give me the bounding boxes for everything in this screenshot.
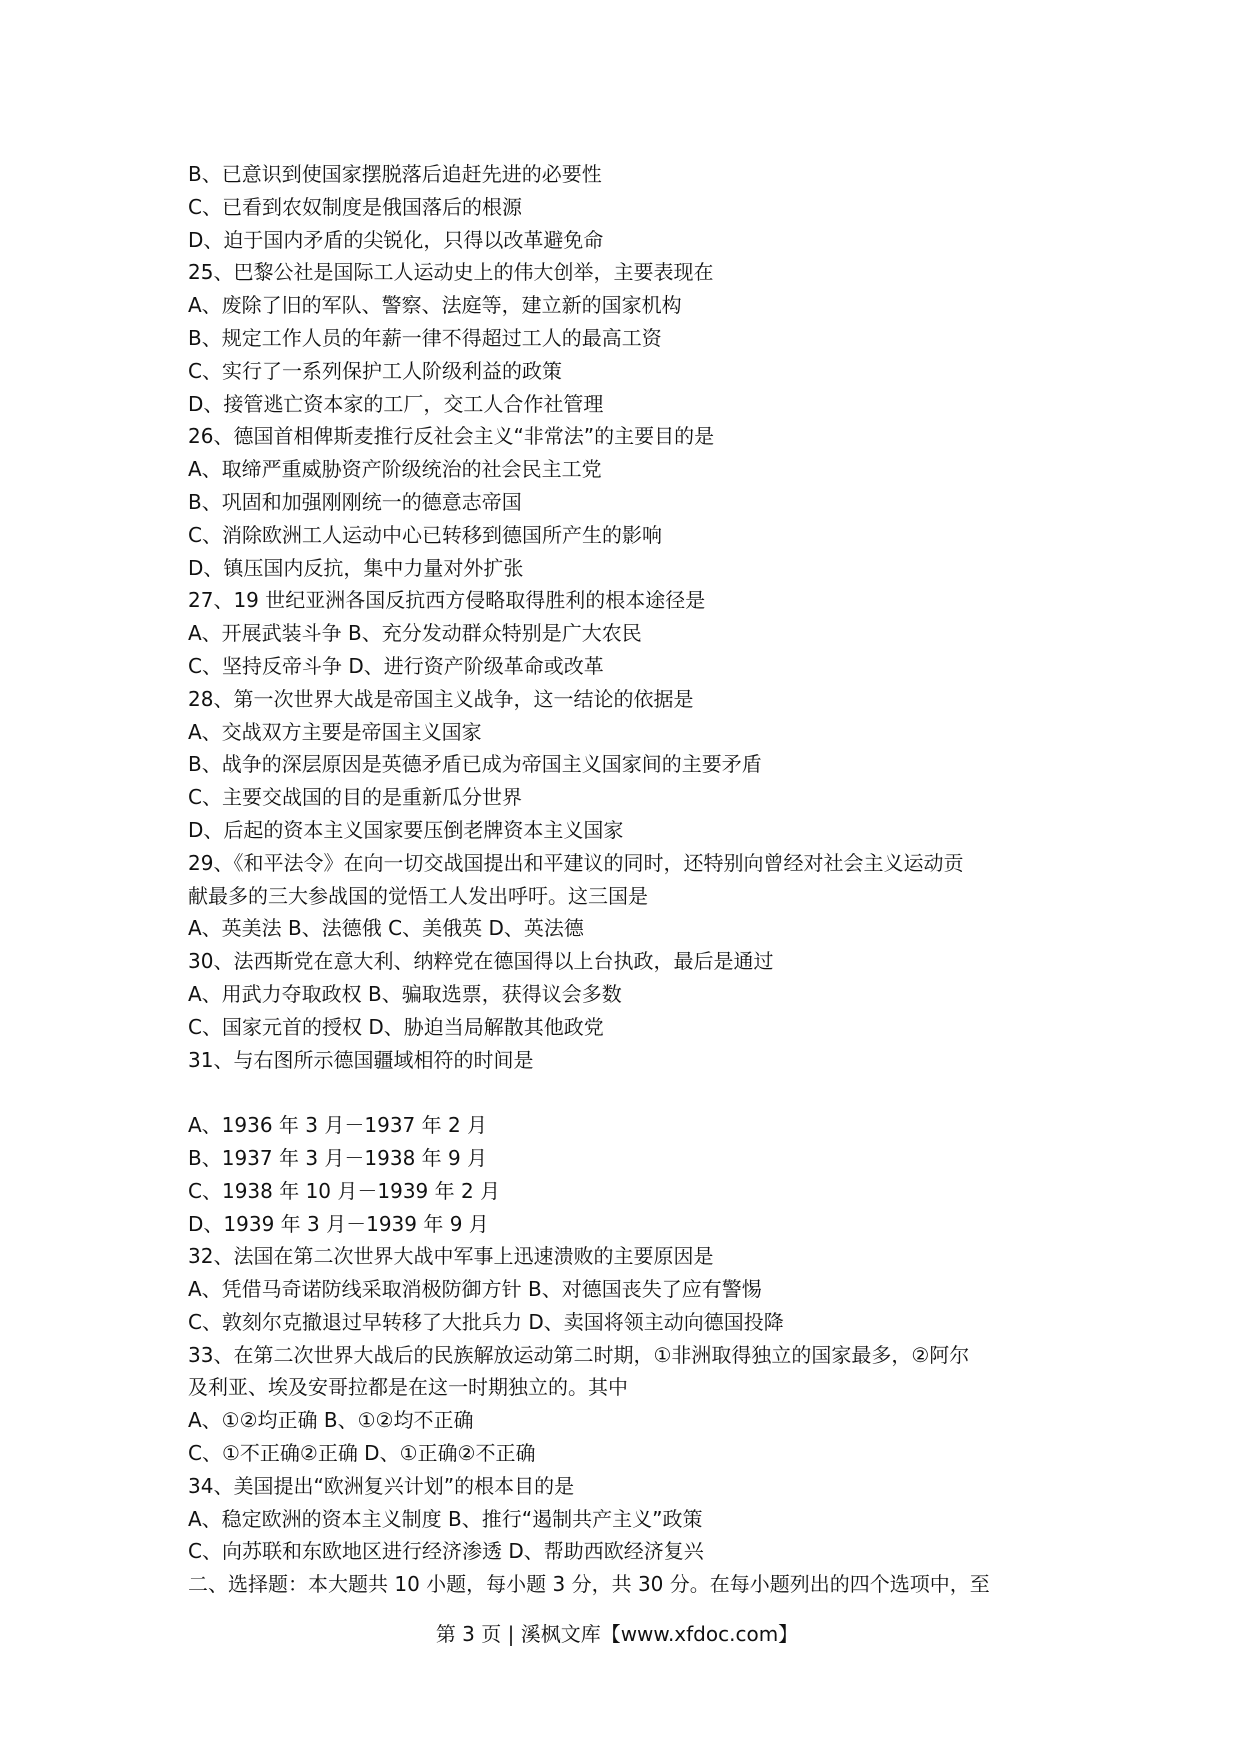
text-line: C、已看到农奴制度是俄国落后的根源 [188,194,522,219]
figure-gap [188,1076,1068,1109]
text-line: D、镇压国内反抗，集中力量对外扩张 [188,555,524,580]
text-line: B、巩固和加强刚刚统一的德意志帝国 [188,489,522,514]
text-line: B、1937 年 3 月－1938 年 9 月 [188,1145,488,1170]
text-line: 26、德国首相俾斯麦推行反社会主义“非常法”的主要目的是 [188,424,715,449]
text-line: C、敦刻尔克撤退过早转移了大批兵力 D、卖国将领主动向德国投降 [188,1309,784,1334]
page-footer: 第 3 页 | 溪枫文库【www.xfdoc.com】 [435,1622,799,1646]
text-line: C、坚持反帝斗争 D、进行资产阶级革命或改革 [188,653,604,678]
text-line: A、稳定欧洲的资本主义制度 B、推行“遏制共产主义”政策 [188,1506,703,1531]
text-line: A、凭借马奇诺防线采取消极防御方针 B、对德国丧失了应有警惕 [188,1277,762,1302]
text-line: C、①不正确②正确 D、①正确②不正确 [188,1441,536,1466]
text-line: 献最多的三大参战国的觉悟工人发出呼吁。这三国是 [188,883,648,908]
text-line: A、1936 年 3 月－1937 年 2 月 [188,1113,488,1138]
text-line: 29、《和平法令》在向一切交战国提出和平建议的同时，还特别向曾经对社会主义运动贡 [188,850,964,875]
text-line: 31、与右图所示德国疆域相符的时间是 [188,1047,534,1072]
text-line: 32、法国在第二次世界大战中军事上迅速溃败的主要原因是 [188,1244,714,1269]
text-line: 28、第一次世界大战是帝国主义战争，这一结论的依据是 [188,686,694,711]
text-line: A、①②均正确 B、①②均不正确 [188,1408,474,1433]
text-line: 27、19 世纪亚洲各国反抗西方侵略取得胜利的根本途径是 [188,588,706,613]
text-line: 30、法西斯党在意大利、纳粹党在德国得以上台执政，最后是通过 [188,949,774,974]
text-line: A、废除了旧的军队、警察、法庭等，建立新的国家机构 [188,293,682,318]
text-line: 及利亚、埃及安哥拉都是在这一时期独立的。其中 [188,1375,628,1400]
text-line: A、用武力夺取政权 B、骗取选票，获得议会多数 [188,981,622,1006]
question-block-after-figure [188,1109,1068,1601]
text-line: 二、选择题：本大题共 10 小题，每小题 3 分，共 30 分。在每小题列出的四个选项中，至 [188,1572,990,1597]
text-line: B、规定工作人员的年薪一律不得超过工人的最高工资 [188,325,662,350]
text-line: C、国家元首的授权 D、胁迫当局解散其他政党 [188,1014,604,1039]
text-line: A、开展武装斗争 B、充分发动群众特别是广大农民 [188,621,642,646]
text-line: C、向苏联和东欧地区进行经济渗透 D、帮助西欧经济复兴 [188,1539,704,1564]
text-line: B、战争的深层原因是英德矛盾已成为帝国主义国家间的主要矛盾 [188,752,762,777]
text-line: A、英美法 B、法德俄 C、美俄英 D、英法德 [188,916,584,941]
text-line: A、交战双方主要是帝国主义国家 [188,719,482,744]
text-line: 33、在第二次世界大战后的民族解放运动第二时期，①非洲取得独立的国家最多，②阿尔 [188,1342,970,1367]
text-line: B、已意识到使国家摆脱落后追赶先进的必要性 [188,162,602,186]
text-line: D、后起的资本主义国家要压倒老牌资本主义国家 [188,817,624,842]
text-line: A、取缔严重威胁资产阶级统治的社会民主工党 [188,457,602,482]
text-line: C、1938 年 10 月－1939 年 2 月 [188,1178,501,1203]
text-line: D、迫于国内矛盾的尖锐化，只得以改革避免命 [188,227,604,252]
text-line: 25、巴黎公社是国际工人运动史上的伟大创举，主要表现在 [188,260,714,285]
text-line: D、接管逃亡资本家的工厂，交工人合作社管理 [188,391,604,416]
text-line: D、1939 年 3 月－1939 年 9 月 [188,1211,489,1236]
text-line: C、实行了一系列保护工人阶级利益的政策 [188,358,562,383]
page-content [188,158,1068,1601]
text-line: C、主要交战国的目的是重新瓜分世界 [188,785,522,810]
text-line: 34、美国提出“欧洲复兴计划”的根本目的是 [188,1473,575,1498]
question-block-before-figure [188,158,1068,1076]
text-line: C、消除欧洲工人运动中心已转移到德国所产生的影响 [188,522,662,547]
